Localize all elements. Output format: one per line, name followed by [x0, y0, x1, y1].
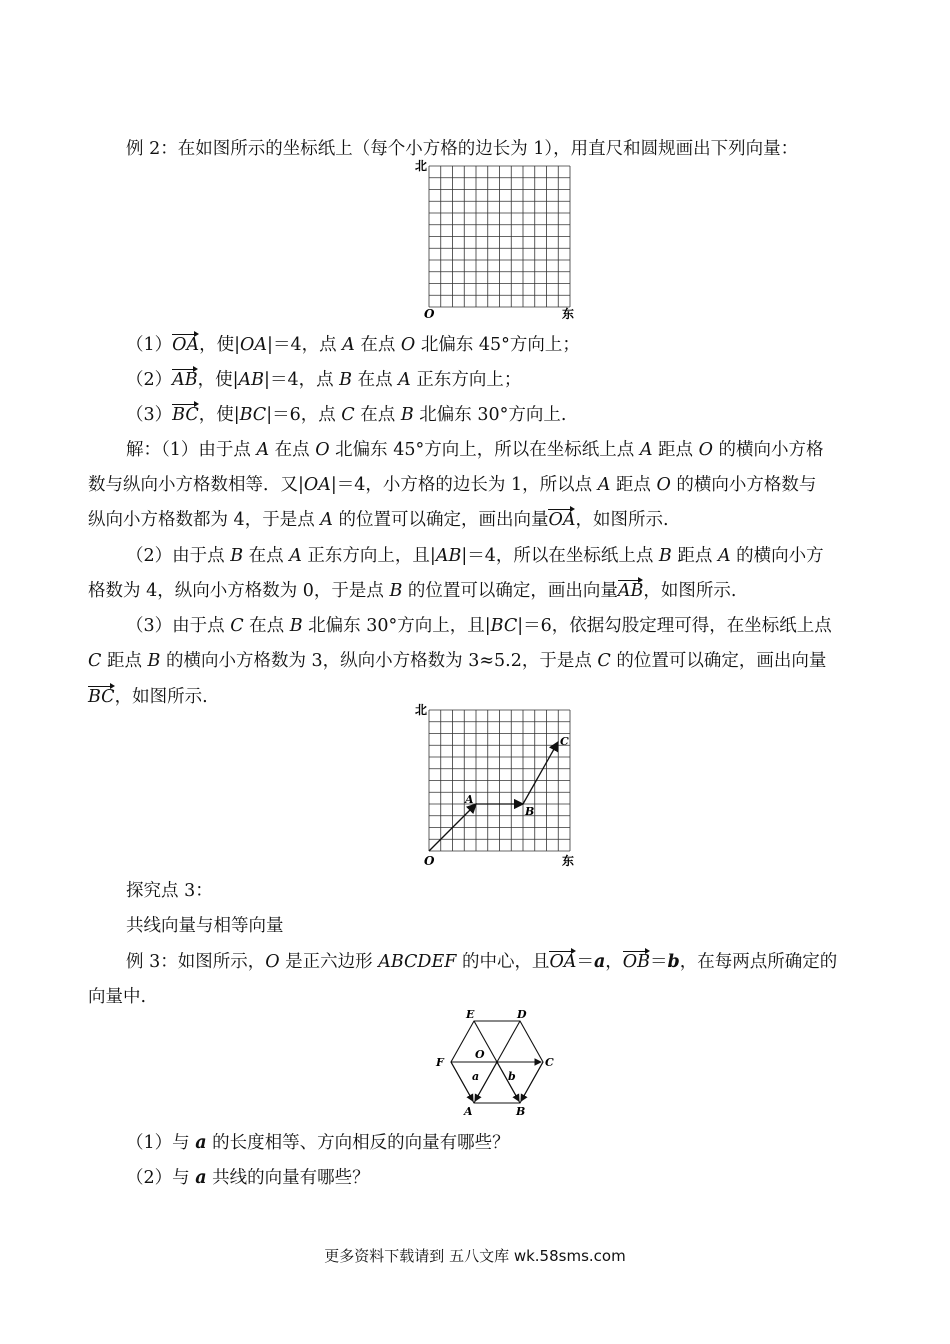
hex-label-f: F	[436, 1056, 444, 1069]
grid1-origin-label: O	[424, 307, 435, 321]
example2-prompt: 例 2：在如图所示的坐标纸上（每个小方格的边长为 1），用直尺和圆规画出下列向量：	[126, 139, 799, 159]
solution-line-8: BC，如图所示.	[88, 687, 208, 707]
vector-fa-hex	[451, 1062, 473, 1101]
hex-label-b-vec: b	[508, 1070, 516, 1083]
item-2: （2）AB，使|AB|＝4，点 B 在点 A 正东方向上；	[126, 370, 522, 390]
point-c-label: C	[560, 735, 569, 748]
example3-line-2: 向量中.	[88, 987, 147, 1007]
explore-title: 探究点 3：	[126, 881, 213, 901]
grid2-origin-label: O	[424, 854, 435, 868]
solution-line-3: 纵向小方格数都为 4，于是点 A 的位置可以确定，画出向量OA，如图所示.	[88, 510, 669, 530]
example3-line-1: 例 3：如图所示，O 是正六边形 ABCDEF 的中心，且OA＝a，OB＝b，在每两点所确定的	[126, 952, 838, 972]
question-1: （1）与 a 的长度相等、方向相反的向量有哪些？	[126, 1133, 510, 1153]
item-3: （3）BC，使|BC|＝6，点 C 在点 B 北偏东 30°方向上.	[126, 405, 567, 425]
hex-label-a-vec: a	[472, 1070, 480, 1083]
hex-label-a: A	[464, 1105, 473, 1118]
hex-label-c: C	[545, 1056, 554, 1069]
grid-figure-1	[410, 158, 580, 324]
item-1: （1）OA，使|OA|＝4，点 A 在点 O 北偏东 45°方向上；	[126, 335, 580, 355]
hex-label-e: E	[466, 1008, 475, 1021]
solution-line-5: 格数为 4，纵向小方格数为 0，于是点 B 的位置可以确定，画出向量AB，如图所示.	[88, 581, 737, 601]
solution-line-7: C 距点 B 的横向小方格数为 3，纵向小方格数为 3≈5.2，于是点 C 的位置可以确定，画出向量	[88, 651, 827, 671]
solution-line-6: （3）由于点 C 在点 B 北偏东 30°方向上，且|BC|＝6，依据勾股定理可得，在坐标纸上点	[126, 616, 832, 636]
point-b-label: B	[525, 805, 535, 818]
solution-line-4: （2）由于点 B 在点 A 正东方向上，且|AB|＝4，所以在坐标纸上点 B 距点 A 的横向小方	[126, 546, 824, 566]
question-2: （2）与 a 共线的向量有哪些？	[126, 1168, 370, 1188]
hex-label-d: D	[517, 1008, 527, 1021]
solution-line-1: 解：（1）由于点 A 在点 O 北偏东 45°方向上，所以在坐标纸上点 A 距点 O 的横向小方格	[126, 440, 824, 460]
solution-line-2: 数与纵向小方格数相等．又|OA|＝4，小方格的边长为 1，所以点 A 距点 O 的横向小方格数与	[88, 475, 817, 495]
hexagon-figure	[430, 1005, 560, 1120]
grid-figure-2	[410, 702, 580, 868]
grid1-north-label: 北	[415, 159, 428, 173]
grid2-north-label: 北	[415, 703, 428, 717]
footer: 更多资料下载请到 五八文库 wk.58sms.com	[324, 1247, 626, 1265]
explore-subtitle: 共线向量与相等向量	[126, 916, 284, 936]
vector-bc	[523, 742, 558, 804]
vector-cb-hex	[521, 1062, 543, 1101]
grid2-east-label: 东	[562, 854, 575, 868]
hex-label-o: O	[475, 1048, 485, 1061]
point-a-label: A	[465, 793, 474, 806]
hex-label-b: B	[516, 1105, 526, 1118]
grid1-east-label: 东	[562, 307, 575, 321]
